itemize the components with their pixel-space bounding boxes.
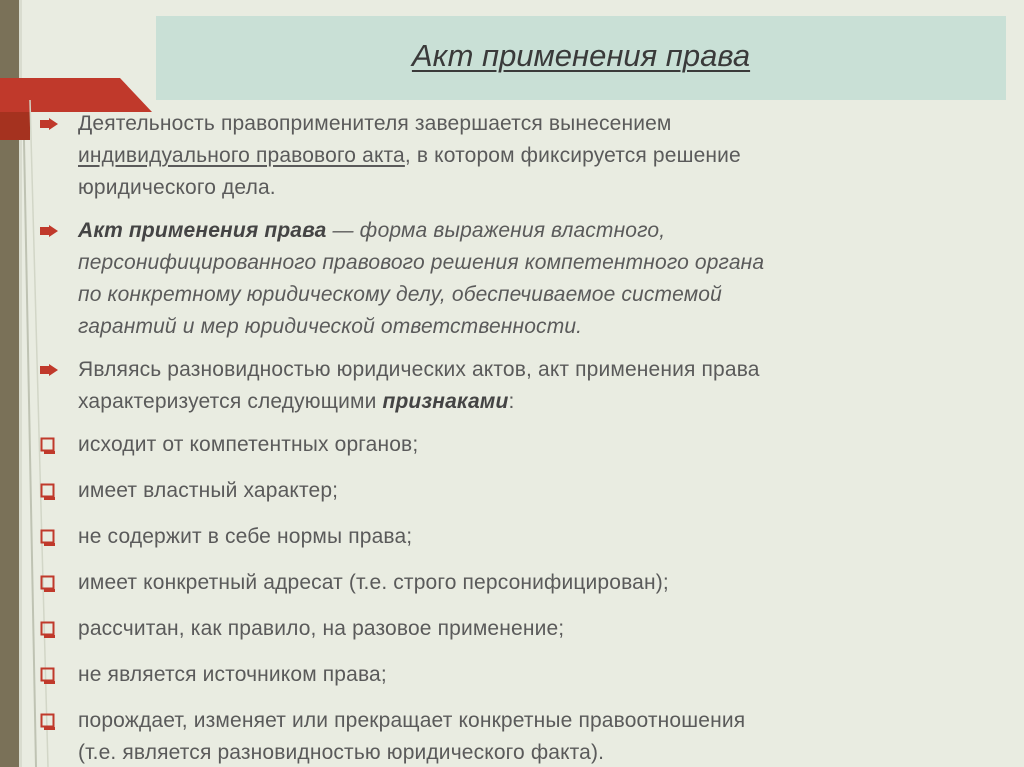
bullet-item xyxy=(40,108,990,204)
square-bullet-icon xyxy=(40,437,55,454)
feature-item xyxy=(40,567,990,599)
bullet-text-line: Являясь разновидностью юридических актов, акт применения права xyxy=(78,358,760,381)
underlined-term: индивидуального правового акта xyxy=(78,144,405,167)
square-bullet-icon xyxy=(40,667,55,684)
feature-text: (т.е. является разновидностью юридического факта). xyxy=(78,741,605,764)
feature-text: не является источником права; xyxy=(78,663,387,686)
feature-text: имеет властный характер; xyxy=(78,479,339,502)
bullet-text-line: персонифицированного правового решения компетентного органа xyxy=(78,251,765,274)
bullet-text-fragment: , в котором фиксируется решение xyxy=(404,144,741,167)
square-bullet-icon xyxy=(40,713,55,730)
feature-text: рассчитан, как правило, на разовое применение; xyxy=(78,617,565,640)
arrow-bullet-icon xyxy=(40,118,58,130)
bold-term: Акт применения права xyxy=(78,219,327,242)
square-bullet-icon xyxy=(40,483,55,500)
feature-item xyxy=(40,659,990,691)
square-bullet-icon xyxy=(40,621,55,638)
feature-text: имеет конкретный адресат (т.е. строго персонифицирован); xyxy=(78,571,669,594)
feature-item xyxy=(40,613,990,645)
feature-text: не содержит в себе нормы права; xyxy=(78,525,413,548)
feature-item xyxy=(40,705,990,767)
bullet-text-fragment: форма выражения властного, xyxy=(359,219,666,242)
bullet-text-line xyxy=(78,386,990,418)
feature-item xyxy=(40,521,990,553)
bold-term: признаками xyxy=(382,390,509,413)
feature-item xyxy=(40,429,990,461)
arrow-bullet-icon xyxy=(40,225,58,237)
bullet-item xyxy=(40,215,990,343)
bullet-text-line: по конкретному юридическому делу, обеспечиваемое системой xyxy=(78,283,722,306)
feature-text: исходит от компетентных органов; xyxy=(78,433,419,456)
bullet-text-line xyxy=(78,140,990,172)
square-bullet-icon xyxy=(40,575,55,592)
bullet-text-fragment: характеризуется следующими xyxy=(78,390,383,413)
bullet-text-line: гарантий и мер юридической ответственности. xyxy=(78,315,583,338)
arrow-bullet-icon xyxy=(40,364,58,376)
slide-title: Акт применения права xyxy=(411,38,751,73)
bullet-text-line: Деятельность правоприменителя завершается вынесением xyxy=(78,112,672,135)
title-panel xyxy=(156,16,1006,100)
bullet-item xyxy=(40,354,990,418)
bullet-text-fragment: : xyxy=(508,390,515,413)
dash: — xyxy=(326,219,360,242)
bullet-text-line xyxy=(78,215,990,247)
feature-text: порождает, изменяет или прекращает конкретные правоотношения xyxy=(78,709,746,732)
bullet-text-line: юридического дела. xyxy=(78,176,276,199)
square-bullet-icon xyxy=(40,529,55,546)
feature-item xyxy=(40,475,990,507)
slide-content xyxy=(40,108,990,767)
